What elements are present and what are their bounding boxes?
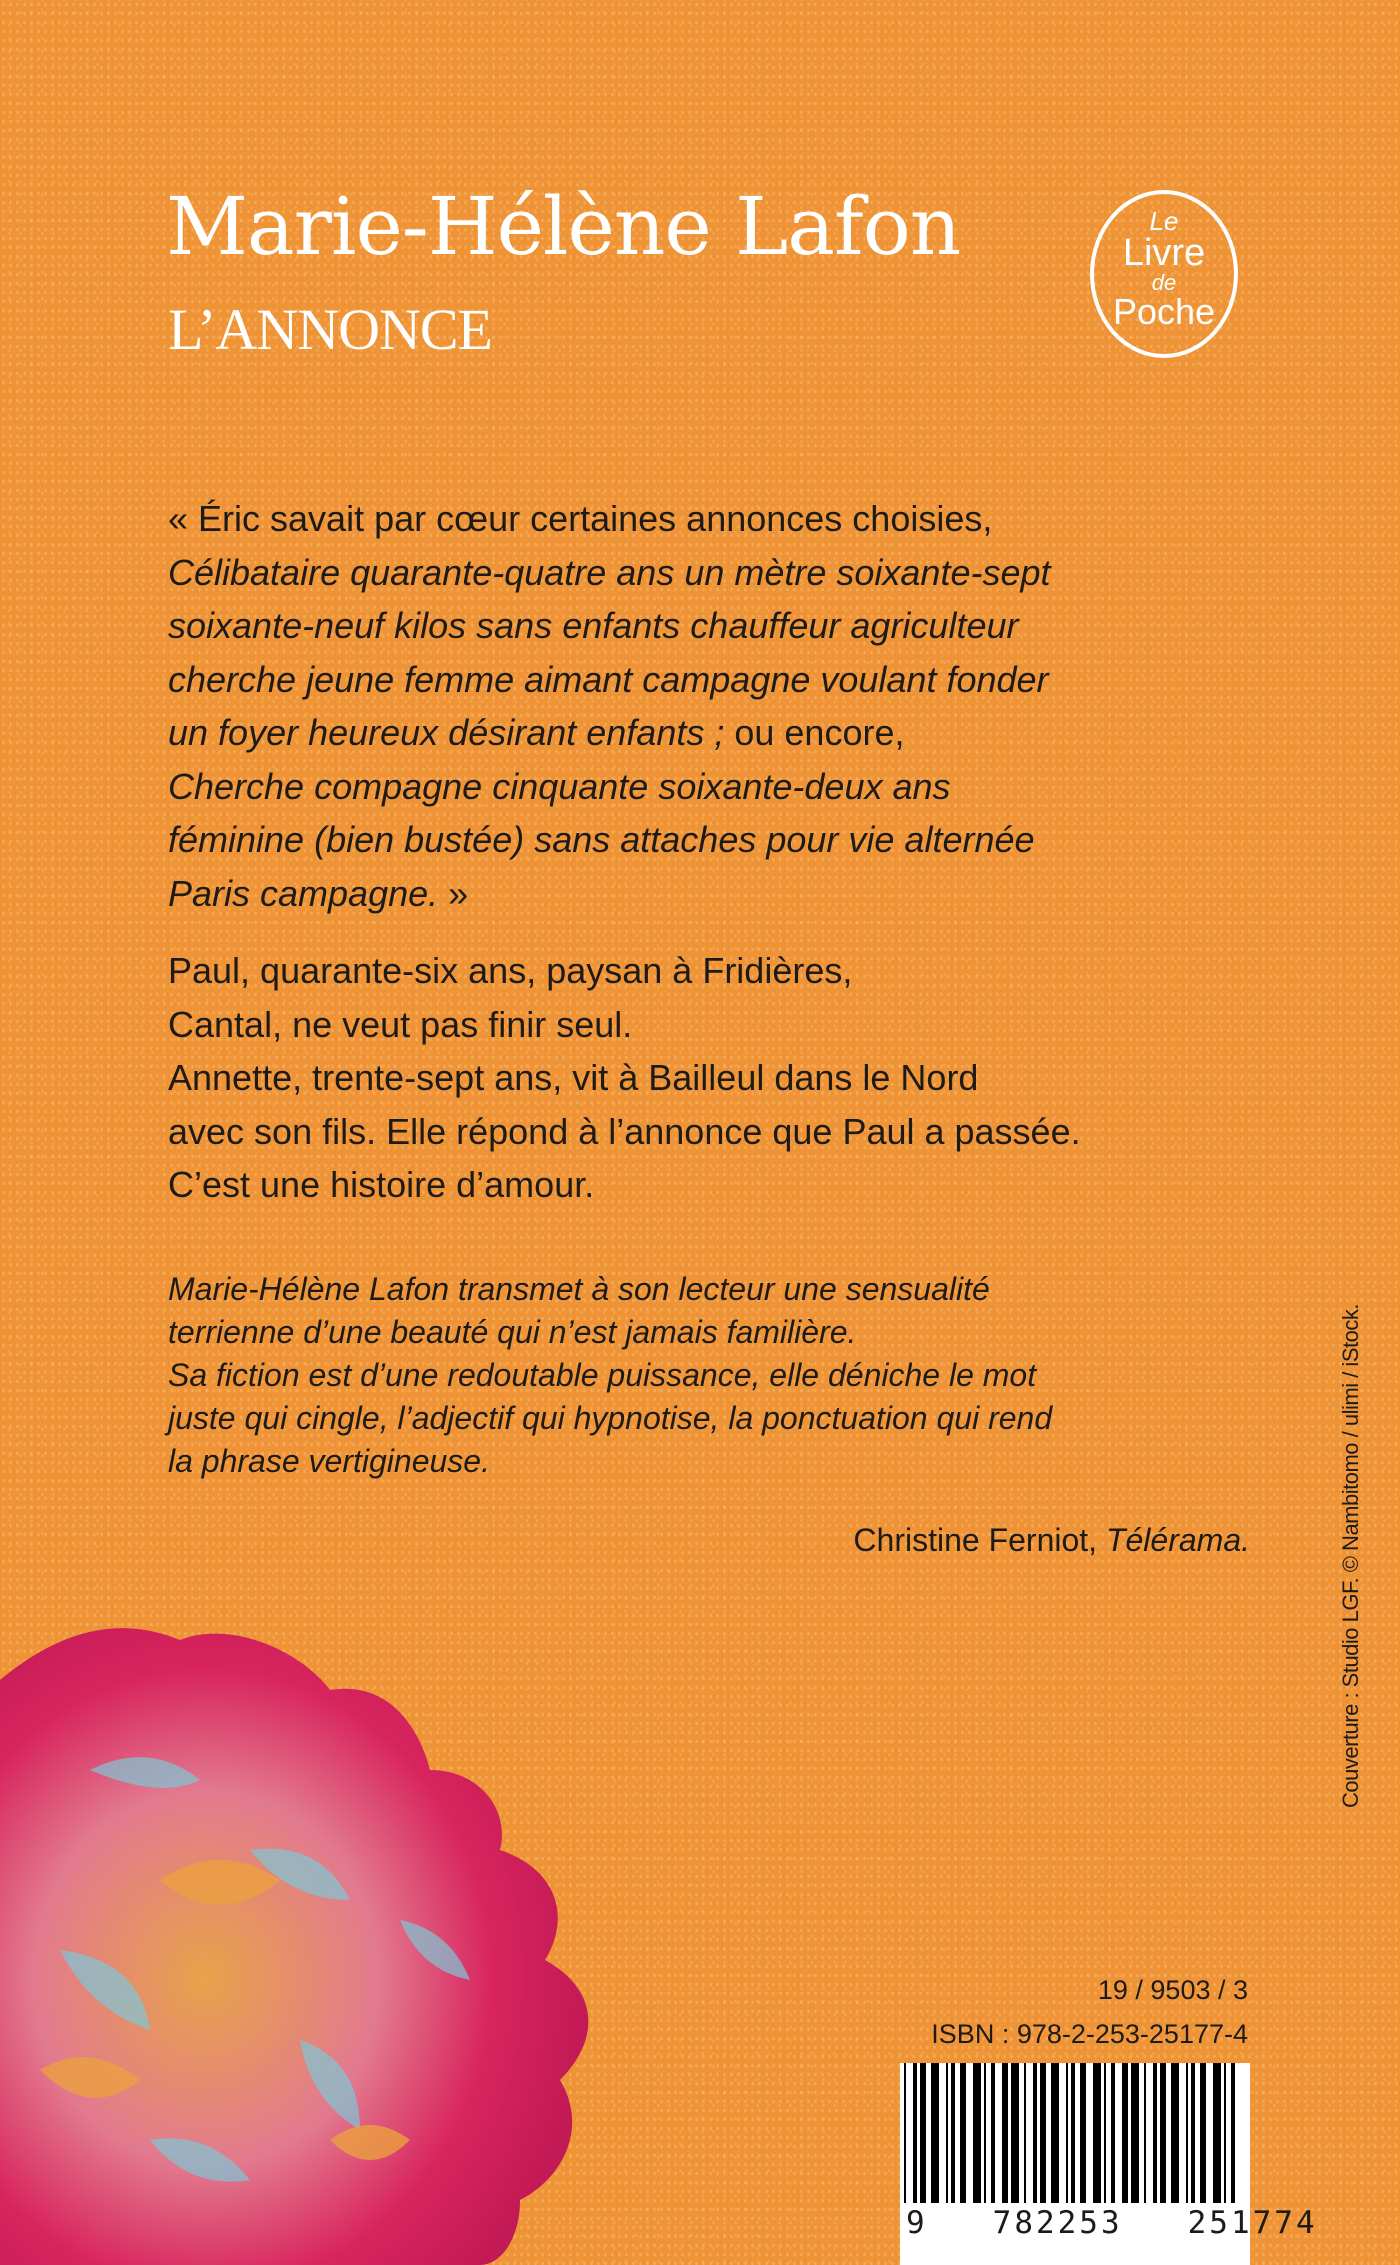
barcode-bar <box>1040 2063 1046 2203</box>
isbn: ISBN : 978-2-253-25177-4 <box>931 2019 1248 2049</box>
barcode-bar <box>1186 2063 1188 2203</box>
barcode-bar <box>1024 2063 1026 2203</box>
barcode-bar <box>1213 2063 1221 2203</box>
barcode-bar <box>1051 2063 1059 2203</box>
excerpt-span: » <box>438 872 469 914</box>
excerpt-span: ou encore, <box>724 712 905 753</box>
review-source: Télérama. <box>1105 1522 1250 1558</box>
barcode-bar <box>1144 2063 1146 2203</box>
barcode-bar <box>1093 2063 1101 2203</box>
review-line: la phrase vertigineuse. <box>168 1443 490 1479</box>
logo-de: de <box>1151 270 1177 295</box>
barcode-bars <box>900 2063 1250 2213</box>
excerpt-line <box>168 706 1268 760</box>
barcode-bar <box>920 2063 926 2203</box>
review-line: juste qui cingle, l’adjectif qui hypnotise, la ponctuation qui rend <box>168 1400 1053 1436</box>
excerpt-span: Célibataire quarante-quatre ans un mètre soixante-sept <box>168 551 1051 593</box>
reference-block <box>931 1968 1248 2056</box>
barcode-bar <box>1111 2063 1115 2203</box>
excerpt-line <box>168 653 1268 707</box>
barcode-bar <box>960 2063 966 2203</box>
barcode-bar <box>913 2063 917 2203</box>
excerpt-line <box>168 599 1268 653</box>
review-quote <box>168 1268 1258 1483</box>
barcode-bar <box>1200 2063 1206 2203</box>
barcode-bar <box>1122 2063 1128 2203</box>
barcode-bar <box>1071 2063 1075 2203</box>
isbn-barcode <box>900 2063 1318 2265</box>
summary-line: Annette, trente-sept ans, vit à Bailleul dans le Nord <box>168 1057 979 1098</box>
barcode-bar <box>1153 2063 1157 2203</box>
barcode-bar <box>1231 2063 1235 2203</box>
summary-line: avec son fils. Elle répond à l’annonce que Paul a passée. <box>168 1110 1081 1152</box>
author-name: Marie-Hélène Lafon <box>166 180 961 273</box>
excerpt-span: un foyer heureux désirant enfants ; <box>168 712 725 753</box>
barcode-bar <box>1080 2063 1086 2203</box>
excerpt-span: « Éric savait par cœur certaines annonces choisies, <box>168 498 993 539</box>
excerpt-span: soixante-neuf kilos sans enfants chauffeur agriculteur <box>168 605 1019 646</box>
le-livre-de-poche-logo <box>1090 190 1238 358</box>
review-line: Sa fiction est d’une redoutable puissance, elle déniche le mot <box>168 1357 1037 1393</box>
barcode-bar <box>931 2063 939 2203</box>
barcode-bar <box>1131 2063 1139 2203</box>
barcode-bar <box>1011 2063 1019 2203</box>
barcode-bar <box>946 2063 948 2203</box>
barcode-bar <box>1104 2063 1106 2203</box>
barcode-bar <box>1160 2063 1166 2203</box>
summary-line: Cantal, ne veut pas finir seul. <box>168 1003 633 1045</box>
barcode-bar <box>991 2063 995 2203</box>
summary-line: C’est une histoire d’amour. <box>168 1164 595 1205</box>
peony-flower-image <box>0 1620 620 2265</box>
barcode-bar <box>951 2063 955 2203</box>
barcode-bar <box>1066 2063 1068 2203</box>
catalog-reference: 19 / 9503 / 3 <box>1097 1975 1248 2005</box>
barcode-bar <box>1224 2063 1226 2203</box>
excerpt-line <box>168 867 1268 921</box>
summary-line: Paul, quarante-six ans, paysan à Fridières, <box>168 950 853 991</box>
excerpt-span: Paris campagne. <box>168 872 439 914</box>
barcode-bar <box>1171 2063 1179 2203</box>
excerpt-quote <box>168 492 1268 920</box>
barcode-bar <box>1033 2063 1037 2203</box>
review-line: terrienne d’une beauté qui n’est jamais familière. <box>168 1314 857 1350</box>
barcode-bar <box>1191 2063 1195 2203</box>
barcode-bar <box>1002 2063 1008 2203</box>
logo-poche: Poche <box>1112 291 1216 332</box>
excerpt-line <box>168 760 1268 814</box>
logo-le: Le <box>1149 206 1179 236</box>
excerpt-line <box>168 813 1268 867</box>
summary-paragraph <box>168 944 1268 1212</box>
excerpt-span: Cherche compagne cinquante soixante-deux ans <box>168 765 951 807</box>
barcode-digits: 9 782253 251774 <box>906 2205 1318 2241</box>
excerpt-line <box>168 492 1268 546</box>
barcode-bar <box>984 2063 986 2203</box>
review-attribution <box>853 1522 1250 1559</box>
excerpt-line <box>168 546 1268 600</box>
review-line: Marie-Hélène Lafon transmet à son lecteur une sensualité <box>168 1271 990 1307</box>
barcode-bar <box>904 2063 906 2203</box>
logo-livre: Livre <box>1122 232 1206 274</box>
excerpt-span: cherche jeune femme aimant campagne voulant fonder <box>168 658 1049 700</box>
cover-credit: Couverture : Studio LGF. © Nambitomo / ulimi / iStock. <box>1338 1304 1363 1808</box>
excerpt-span: féminine (bien bustée) sans attaches pour vie alternée <box>168 819 1035 860</box>
book-title: L’ANNONCE <box>168 297 492 362</box>
barcode-bar <box>973 2063 981 2203</box>
reviewer-name: Christine Ferniot, <box>853 1522 1106 1558</box>
